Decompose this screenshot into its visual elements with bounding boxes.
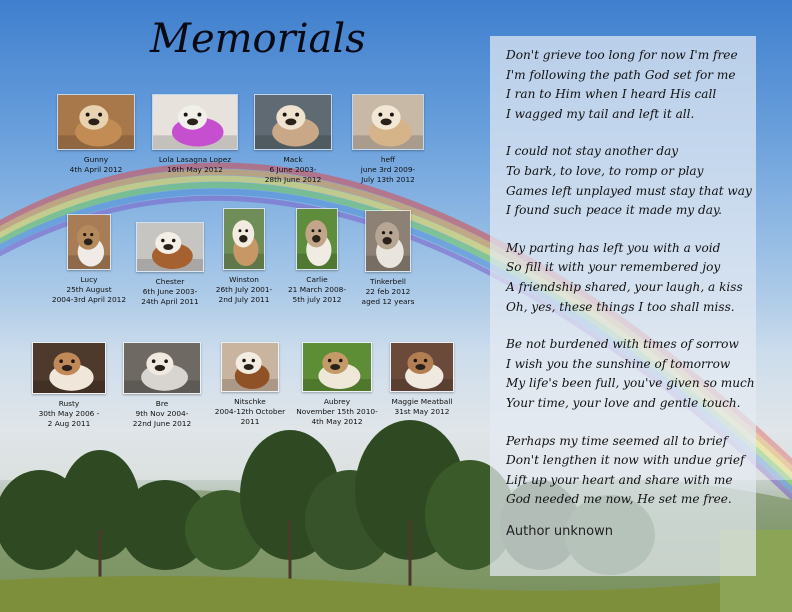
memorial-tile [333, 94, 443, 185]
dog-name: Lola Lasagna Lopez [158, 155, 232, 164]
dog-dates: 25th August [66, 285, 112, 294]
dog-photo [67, 214, 111, 270]
dog-caption [333, 277, 443, 307]
poem-line: My life's been full, you've given so much [506, 376, 755, 391]
dog-dates: 4th May 2012 [311, 417, 363, 426]
dog-caption [367, 397, 477, 417]
dog-name: Lucy [80, 275, 98, 284]
dog-caption [140, 155, 250, 175]
poem-line: Perhaps my time seemed all to brief [506, 433, 728, 448]
dog-name: Gunny [83, 155, 109, 164]
dog-dates: 6th June 2003- [142, 287, 198, 296]
poem-line: Lift up your heart and share with me [506, 472, 733, 487]
poem-panel [490, 36, 756, 576]
memorial-tile [140, 94, 250, 175]
dog-dates: 28th June 2012 [264, 175, 322, 184]
dog-photo [254, 94, 332, 150]
dog-dates: 26th July 2001- [215, 285, 273, 294]
poem-line: I found such peace it made my day. [506, 203, 722, 218]
dog-dates: 9th Nov 2004- [135, 409, 189, 418]
poem-line: God needed me now, He set me free. [506, 492, 732, 507]
dog-dates: 24th April 2011 [141, 297, 199, 306]
dog-name: Winston [229, 275, 259, 284]
dog-dates: 6 June 2003- [269, 165, 317, 174]
dog-photo [123, 342, 201, 394]
poem-line: Don't grieve too long for now I'm free [506, 48, 738, 62]
dog-name: Maggie Meatball [391, 397, 453, 406]
poem-author: Author unknown [506, 523, 613, 539]
dog-name: Carlie [306, 275, 328, 284]
dog-dates: 2004-12th October [214, 407, 286, 416]
poem-stanza [506, 335, 755, 413]
dog-caption [238, 155, 348, 185]
dog-caption [41, 155, 151, 175]
memorial-tile [333, 210, 443, 307]
dog-dates: 4th April 2012 [69, 165, 123, 174]
dog-photo [57, 94, 135, 150]
dog-photo [390, 342, 454, 392]
dog-name: Bre [155, 399, 169, 408]
poem-line: I wish you the sunshine of tomorrow [506, 356, 731, 371]
dog-name: Mack [283, 155, 303, 164]
memorial-tile [41, 94, 151, 175]
dog-photo [352, 94, 424, 150]
dog-name: Chester [155, 277, 185, 286]
dog-name: heff [380, 155, 396, 164]
dog-photo [365, 210, 411, 272]
dog-photo [296, 208, 338, 270]
dog-dates: 2011 [240, 417, 260, 426]
dog-dates: 31st May 2012 [394, 407, 450, 416]
dog-photo [302, 342, 372, 392]
dog-dates: 22nd June 2012 [132, 419, 192, 428]
poem-line: I could not stay another day [506, 144, 679, 159]
dog-name: Rusty [58, 399, 80, 408]
poem-line: To bark, to love, to romp or play [506, 163, 704, 178]
dog-photo [221, 342, 279, 392]
dog-photo [152, 94, 238, 150]
dog-dates: 22 feb 2012 [365, 287, 411, 296]
dog-dates: 5th july 2012 [292, 295, 342, 304]
dog-dates: 30th May 2006 - [38, 409, 100, 418]
poem-stanzas [506, 46, 755, 510]
poem-stanza [506, 239, 743, 317]
dog-dates: 2nd July 2011 [218, 295, 270, 304]
dog-dates: July 13th 2012 [361, 175, 415, 184]
poem-line: I'm following the path God set for me [506, 67, 736, 82]
poem-line: A friendship shared, your laugh, a kiss [506, 279, 743, 294]
poem-stanza [506, 432, 745, 510]
memorial-tile [238, 94, 348, 185]
dog-dates: 21 March 2008- [287, 285, 347, 294]
poem-line: I ran to Him when I heard His call [506, 87, 717, 102]
dog-dates: june 3rd 2009- [360, 165, 416, 174]
dog-name: Nitschke [234, 397, 266, 406]
dog-photo [223, 208, 265, 270]
poem-line: So fill it with your remembered joy [506, 260, 721, 275]
memorial-tile [367, 342, 477, 417]
dog-photo [32, 342, 106, 394]
poem-stanza [506, 142, 752, 220]
poem-line: Don't lengthen it now with undue grief [506, 453, 745, 468]
poem-line: Games left unplayed must stay that way [506, 183, 752, 198]
dog-caption [333, 155, 443, 185]
dog-dates: 16th May 2012 [167, 165, 223, 174]
poem-stanza [506, 46, 740, 124]
dog-dates: aged 12 years [361, 297, 415, 306]
poem-line: Be not burdened with times of sorrow [506, 337, 739, 352]
dog-name: Tinkerbell [370, 277, 406, 286]
dog-dates: 2 Aug 2011 [47, 419, 91, 428]
poem-line: Your time, your love and gentle touch. [506, 395, 741, 410]
poem-line: Oh, yes, these things I too shall miss. [506, 299, 735, 314]
poem-line: I wagged my tail and left it all. [506, 106, 695, 121]
dog-dates: November 15th 2010- [296, 407, 378, 416]
dog-dates: 2004-3rd April 2012 [51, 295, 127, 304]
dog-name: Aubrey [323, 397, 351, 406]
poem-line: My parting has left you with a void [506, 240, 721, 255]
page-title: Memorials [150, 16, 366, 62]
